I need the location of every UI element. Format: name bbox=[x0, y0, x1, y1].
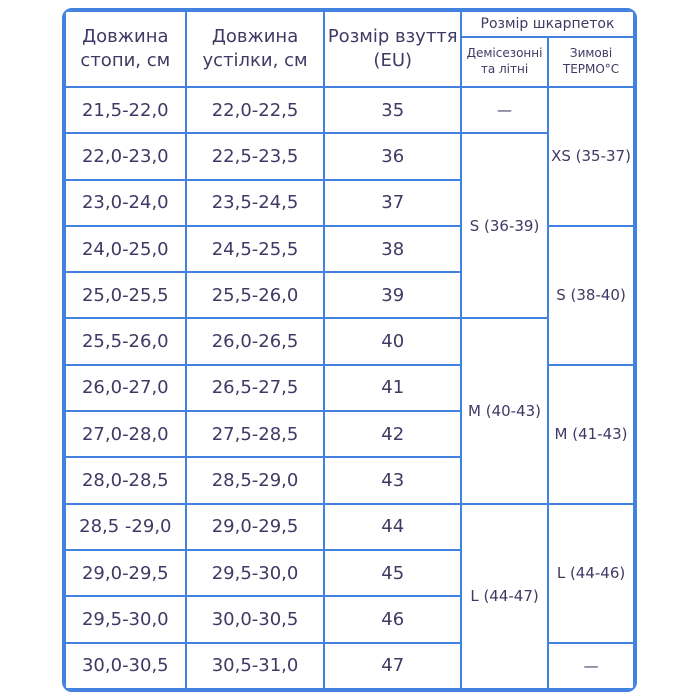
winter-socks-l-cell: L (44-46) bbox=[548, 504, 634, 643]
header-shoe-size: Розмір взуття (EU) bbox=[324, 11, 461, 87]
foot-length-cell: 23,0-24,0 bbox=[65, 180, 186, 226]
insole-length-cell: 29,5-30,0 bbox=[186, 550, 325, 596]
foot-length-cell: 27,0-28,0 bbox=[65, 411, 186, 457]
shoe-size-cell: 39 bbox=[324, 272, 461, 318]
header-socks-demi: Демісезонні та літні bbox=[461, 37, 548, 87]
demi-socks-m-cell: M (40-43) bbox=[461, 318, 548, 503]
insole-length-cell: 22,0-22,5 bbox=[186, 87, 325, 133]
foot-length-cell: 29,5-30,0 bbox=[65, 596, 186, 642]
shoe-size-cell: 38 bbox=[324, 226, 461, 272]
table-row-size-44 bbox=[65, 504, 634, 550]
shoe-size-cell: 45 bbox=[324, 550, 461, 596]
table-row-size-38 bbox=[65, 226, 634, 272]
insole-length-cell: 25,5-26,0 bbox=[186, 272, 325, 318]
demi-socks-none-cell: — bbox=[461, 87, 548, 133]
foot-length-cell: 21,5-22,0 bbox=[65, 87, 186, 133]
winter-socks-none-cell: — bbox=[548, 643, 634, 689]
insole-length-cell: 27,5-28,5 bbox=[186, 411, 325, 457]
foot-length-cell: 22,0-23,0 bbox=[65, 133, 186, 179]
foot-length-cell: 25,5-26,0 bbox=[65, 318, 186, 364]
size-conversion-table bbox=[64, 10, 635, 690]
foot-length-cell: 28,0-28,5 bbox=[65, 457, 186, 503]
size-chart-table bbox=[62, 8, 637, 692]
winter-socks-xs-cell: XS (35-37) bbox=[548, 87, 634, 226]
table-row-size-35 bbox=[65, 87, 634, 133]
insole-length-cell: 29,0-29,5 bbox=[186, 504, 325, 550]
insole-length-cell: 30,5-31,0 bbox=[186, 643, 325, 689]
header-socks-winter: Зимові ТЕРМО°С bbox=[548, 37, 634, 87]
shoe-size-cell: 47 bbox=[324, 643, 461, 689]
foot-length-cell: 25,0-25,5 bbox=[65, 272, 186, 318]
winter-socks-s-cell: S (38-40) bbox=[548, 226, 634, 365]
shoe-size-cell: 40 bbox=[324, 318, 461, 364]
header-insole-length: Довжина устілки, см bbox=[186, 11, 325, 87]
shoe-size-cell: 43 bbox=[324, 457, 461, 503]
demi-socks-s-cell: S (36-39) bbox=[461, 133, 548, 318]
shoe-size-cell: 37 bbox=[324, 180, 461, 226]
shoe-size-cell: 36 bbox=[324, 133, 461, 179]
winter-socks-m-cell: M (41-43) bbox=[548, 365, 634, 504]
insole-length-cell: 26,5-27,5 bbox=[186, 365, 325, 411]
insole-length-cell: 26,0-26,5 bbox=[186, 318, 325, 364]
insole-length-cell: 30,0-30,5 bbox=[186, 596, 325, 642]
foot-length-cell: 26,0-27,0 bbox=[65, 365, 186, 411]
table-row-size-41 bbox=[65, 365, 634, 411]
foot-length-cell: 30,0-30,5 bbox=[65, 643, 186, 689]
shoe-size-cell: 46 bbox=[324, 596, 461, 642]
shoe-size-cell: 41 bbox=[324, 365, 461, 411]
demi-socks-l-cell: L (44-47) bbox=[461, 504, 548, 689]
shoe-size-cell: 42 bbox=[324, 411, 461, 457]
insole-length-cell: 22,5-23,5 bbox=[186, 133, 325, 179]
shoe-size-cell: 35 bbox=[324, 87, 461, 133]
table-row-size-47 bbox=[65, 643, 634, 689]
foot-length-cell: 24,0-25,0 bbox=[65, 226, 186, 272]
shoe-size-cell: 44 bbox=[324, 504, 461, 550]
insole-length-cell: 23,5-24,5 bbox=[186, 180, 325, 226]
header-row-group bbox=[65, 11, 634, 37]
header-socks-group: Розмір шкарпеток bbox=[461, 11, 634, 37]
foot-length-cell: 29,0-29,5 bbox=[65, 550, 186, 596]
header-foot-length: Довжина стопи, см bbox=[65, 11, 186, 87]
foot-length-cell: 28,5 -29,0 bbox=[65, 504, 186, 550]
insole-length-cell: 28,5-29,0 bbox=[186, 457, 325, 503]
insole-length-cell: 24,5-25,5 bbox=[186, 226, 325, 272]
